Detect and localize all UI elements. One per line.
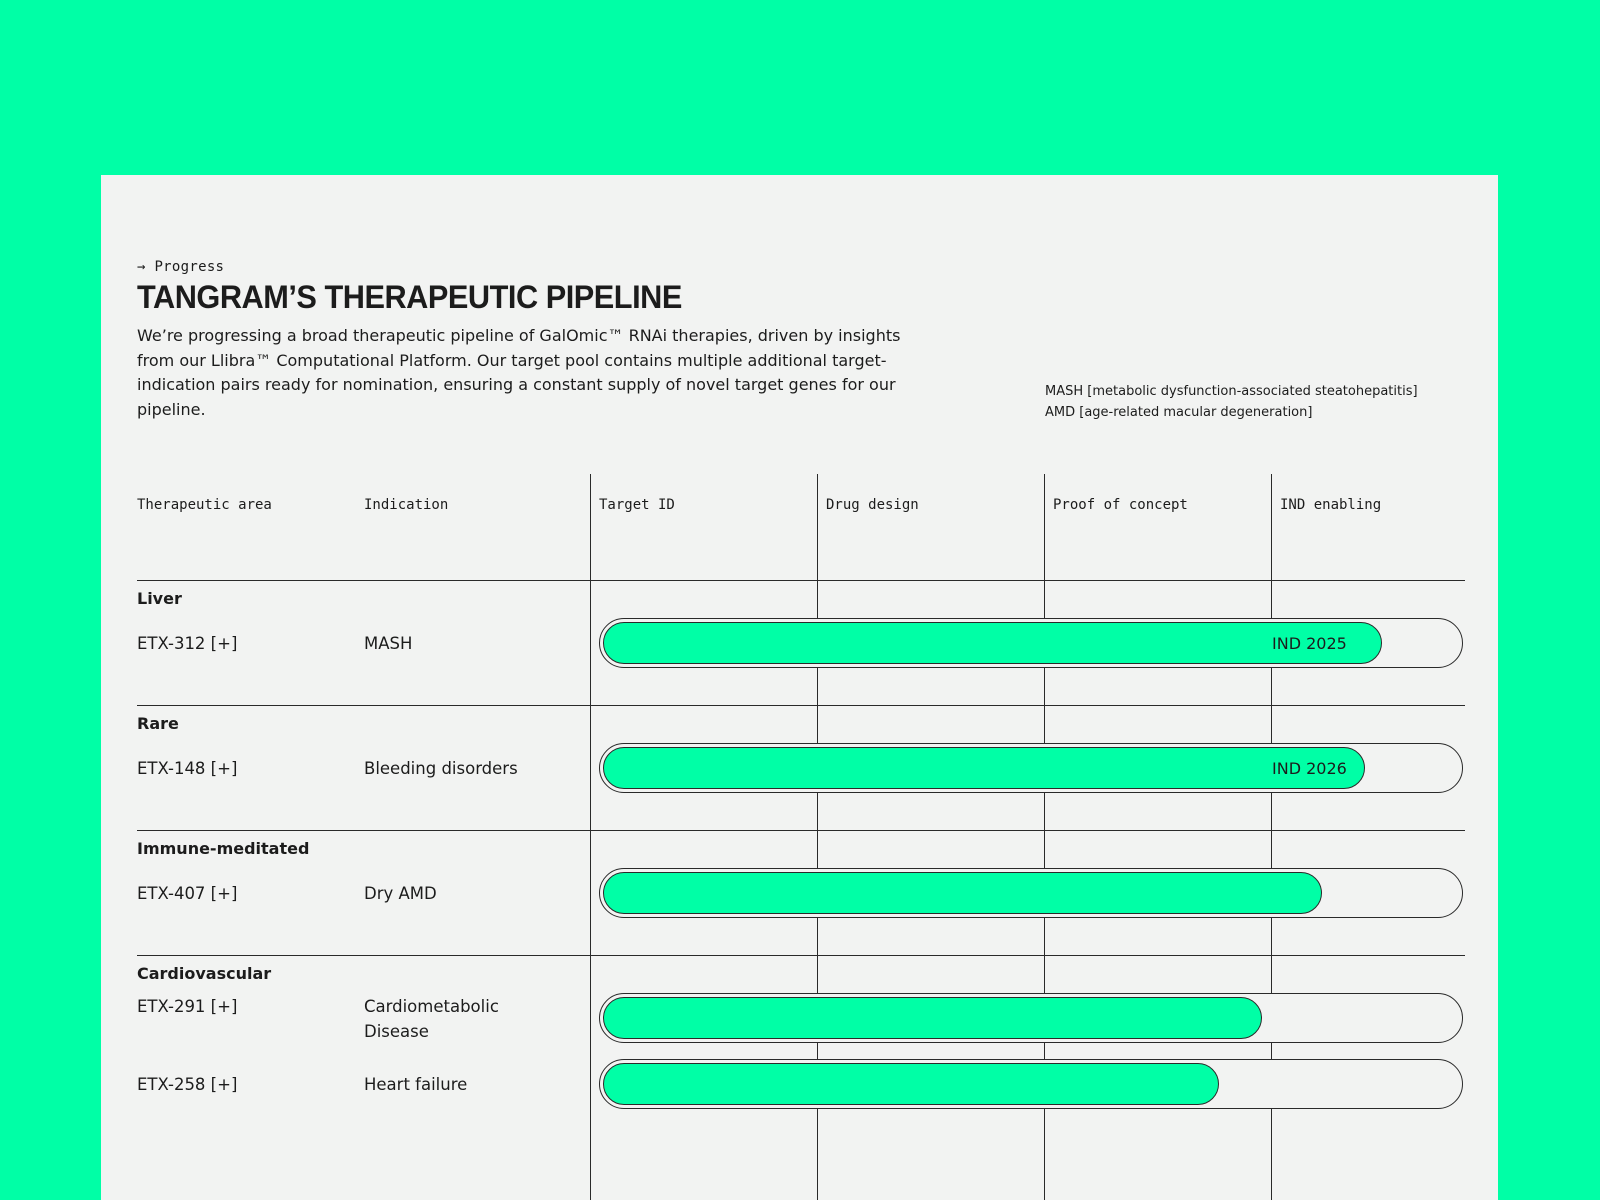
program-id-etx-312[interactable]: ETX-312 [+] — [137, 634, 238, 653]
indication-cardiometabolic-disease: Cardiometabolic Disease — [364, 997, 499, 1041]
therapeutic-area-immune: Immune-meditated — [137, 839, 310, 858]
program-id-etx-258[interactable]: ETX-258 [+] — [137, 1075, 238, 1094]
stage-divider — [590, 474, 591, 1200]
column-header-therapeutic-area: Therapeutic area — [137, 497, 272, 513]
column-header-proof-of-concept: Proof of concept — [1053, 497, 1188, 513]
progress-track — [599, 1059, 1463, 1109]
therapeutic-area-rare: Rare — [137, 714, 179, 733]
milestone-label: IND 2026 — [1272, 759, 1347, 778]
indication-heart-failure: Heart failure — [364, 1075, 468, 1094]
progress-track — [599, 993, 1463, 1043]
progress-track — [599, 868, 1463, 918]
glossary — [1045, 381, 1418, 423]
column-header-target-id: Target ID — [599, 497, 675, 513]
therapeutic-area-liver: Liver — [137, 589, 182, 608]
glossary-amd: AMD [age-related macular degeneration] — [1045, 405, 1313, 420]
program-id-etx-291[interactable]: ETX-291 [+] — [137, 997, 238, 1016]
progress-bar — [603, 747, 1365, 789]
program-id-etx-407[interactable]: ETX-407 [+] — [137, 884, 238, 903]
intro-text: We’re progressing a broad therapeutic pipeline of GalOmic™ RNAi therapies, driven by insights from our Llibra™ Computational Platform. Our target pool contains multiple additional target-indication pairs ready for nomination, ensuring a constant supply of novel target genes for our pipeline. — [137, 326, 901, 419]
row-divider — [137, 830, 1465, 831]
page-title: TANGRAM’S THERAPEUTIC PIPELINE — [137, 279, 682, 315]
therapeutic-area-cardiovascular: Cardiovascular — [137, 964, 272, 983]
column-header-ind-enabling: IND enabling — [1280, 497, 1382, 513]
program-id-etx-148[interactable]: ETX-148 [+] — [137, 759, 238, 778]
glossary-mash: MASH [metabolic dysfunction-associated steatohepatitis] — [1045, 384, 1418, 399]
milestone-label: IND 2025 — [1272, 634, 1347, 653]
row-divider — [137, 705, 1465, 706]
column-header-indication: Indication — [364, 497, 449, 513]
progress-bar — [603, 622, 1382, 664]
progress-bar — [603, 997, 1262, 1039]
column-header-drug-design: Drug design — [826, 497, 919, 513]
pipeline-panel — [101, 175, 1498, 1200]
indication-mash: MASH — [364, 634, 413, 653]
indication-bleeding-disorders: Bleeding disorders — [364, 759, 518, 778]
progress-bar — [603, 1063, 1219, 1105]
progress-track — [599, 618, 1463, 668]
progress-bar — [603, 872, 1322, 914]
row-divider — [137, 955, 1465, 956]
indication-dry-amd: Dry AMD — [364, 884, 437, 903]
progress-track — [599, 743, 1463, 793]
section-eyebrow: → Progress — [137, 259, 225, 275]
row-divider — [137, 580, 1465, 581]
